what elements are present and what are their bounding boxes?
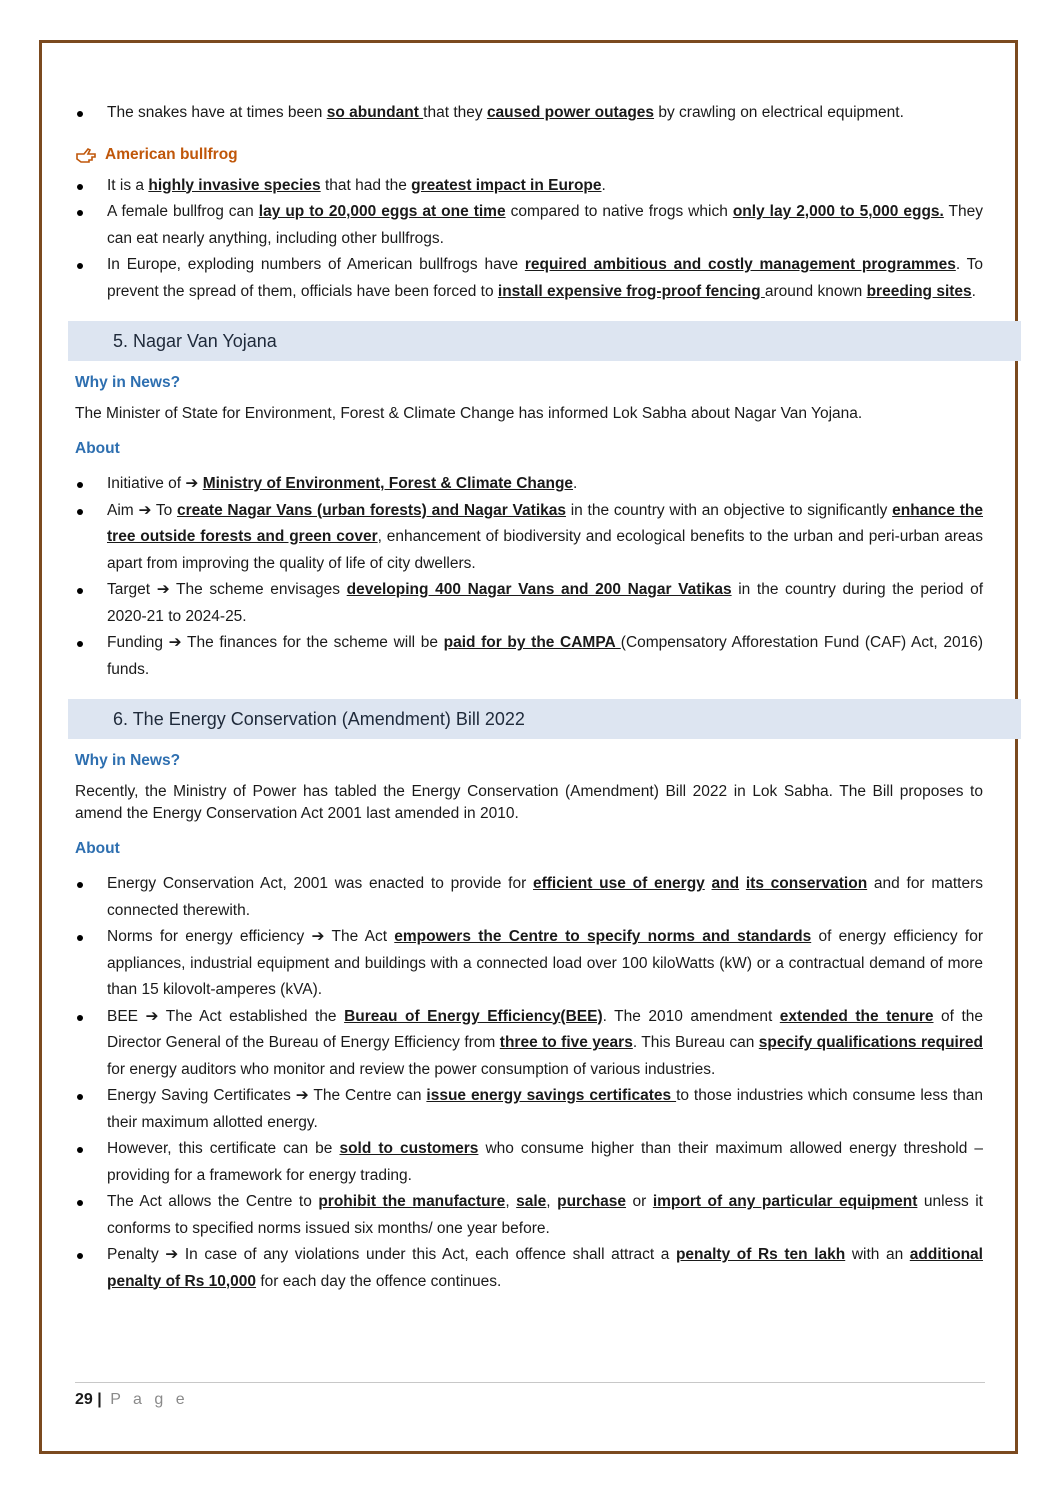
list-item: Energy Conservation Act, 2001 was enacted to provide for efficient use of energy and its conservation and for matters connected therewith. xyxy=(75,871,983,924)
list-item: However, this certificate can be sold to customers who consume higher than their maximum allowed energy threshold – providing for a framework for energy trading. xyxy=(75,1136,983,1189)
arrow-right-icon: ➔ xyxy=(156,581,170,598)
list-item: Funding ➔ The finances for the scheme will be paid for by the CAMPA (Compensatory Afforestation Fund (CAF) Act, 2016) funds. xyxy=(75,630,983,683)
pointing-hand-icon xyxy=(75,146,97,164)
list-item: Aim ➔ To create Nagar Vans (urban forests) and Nagar Vatikas in the country with an objective to significantly enhance the tree outside forests and green cover, enhancement of biodiversity and ecological benefits to the urban and peri-urban areas apart from improving the quality of life of city dwellers. xyxy=(75,498,983,578)
list-item: Penalty ➔ In case of any violations under this Act, each offence shall attract a penalty of Rs ten lakh with an additional penalty of Rs 10,000 for each day the offence continues. xyxy=(75,1242,983,1295)
arrow-right-icon: ➔ xyxy=(168,634,182,651)
about-label: About xyxy=(75,840,120,857)
paragraph: The Minister of State for Environment, Forest & Climate Change has informed Lok Sabha about Nagar Van Yojana. xyxy=(75,405,863,422)
arrow-right-icon: ➔ xyxy=(145,1007,159,1025)
page-number: 29 xyxy=(75,1391,93,1408)
list-item: It is a highly invasive species that had the greatest impact in Europe. xyxy=(75,173,983,200)
why-in-news-label: Why in News? xyxy=(75,374,181,391)
page-content xyxy=(75,100,983,1295)
arrow-right-icon: ➔ xyxy=(185,475,199,492)
arrow-right-icon: ➔ xyxy=(295,1087,309,1104)
list-item: The snakes have at times been so abundant that they caused power outages by crawling on electrical equipment. xyxy=(75,100,983,127)
section-heading: 5. Nagar Van Yojana xyxy=(68,321,1021,361)
footer-separator: | xyxy=(97,1391,102,1408)
list-item: Initiative of ➔ Ministry of Environment, Forest & Climate Change. xyxy=(75,471,983,498)
section-heading: 6. The Energy Conservation (Amendment) Bill 2022 xyxy=(68,699,1021,739)
list-item: Energy Saving Certificates ➔ The Centre can issue energy savings certificates to those industries which consume less than their maximum allotted energy. xyxy=(75,1083,983,1136)
arrow-right-icon: ➔ xyxy=(165,1246,179,1263)
list-item: A female bullfrog can lay up to 20,000 eggs at one time compared to native frogs which only lay 2,000 to 5,000 eggs. They can eat nearly anything, including other bullfrogs. xyxy=(75,199,983,252)
why-in-news-label: Why in News? xyxy=(75,752,181,769)
paragraph: Recently, the Ministry of Power has tabled the Energy Conservation (Amendment) Bill 2022 in Lok Sabha. The Bill proposes to amend the Energy Conservation Act 2001 last amended in 2010. xyxy=(75,783,983,822)
subheading-american-bullfrog: American bullfrog xyxy=(75,145,983,165)
list-item: In Europe, exploding numbers of American bullfrogs have required ambitious and costly management programmes. To prevent the spread of them, officials have been forced to install expensive frog-proof fencing around known breeding sites. xyxy=(75,252,983,305)
arrow-right-icon: ➔ xyxy=(311,928,325,945)
page-label: P a g e xyxy=(110,1391,189,1408)
about-label: About xyxy=(75,440,120,457)
list-item: Norms for energy efficiency ➔ The Act empowers the Centre to specify norms and standards of energy efficiency for appliances, industrial equipment and buildings with a connected load over 100 kiloWatts (kW) or a contractual demand of more than 15 kilovolt-amperes (kVA). xyxy=(75,924,983,1004)
page-footer xyxy=(75,1382,985,1409)
arrow-right-icon: ➔ xyxy=(138,501,152,519)
list-item: The Act allows the Centre to prohibit the manufacture, sale, purchase or import of any particular equipment unless it conforms to specified norms issued six months/ one year before. xyxy=(75,1189,983,1242)
list-item: BEE ➔ The Act established the Bureau of Energy Efficiency(BEE). The 2010 amendment extended the tenure of the Director General of the Bureau of Energy Efficiency from three to five years. This Bureau can specify qualifications required for energy auditors who monitor and review the power consumption of various industries. xyxy=(75,1004,983,1084)
list-item: Target ➔ The scheme envisages developing 400 Nagar Vans and 200 Nagar Vatikas in the country during the period of 2020-21 to 2024-25. xyxy=(75,577,983,630)
